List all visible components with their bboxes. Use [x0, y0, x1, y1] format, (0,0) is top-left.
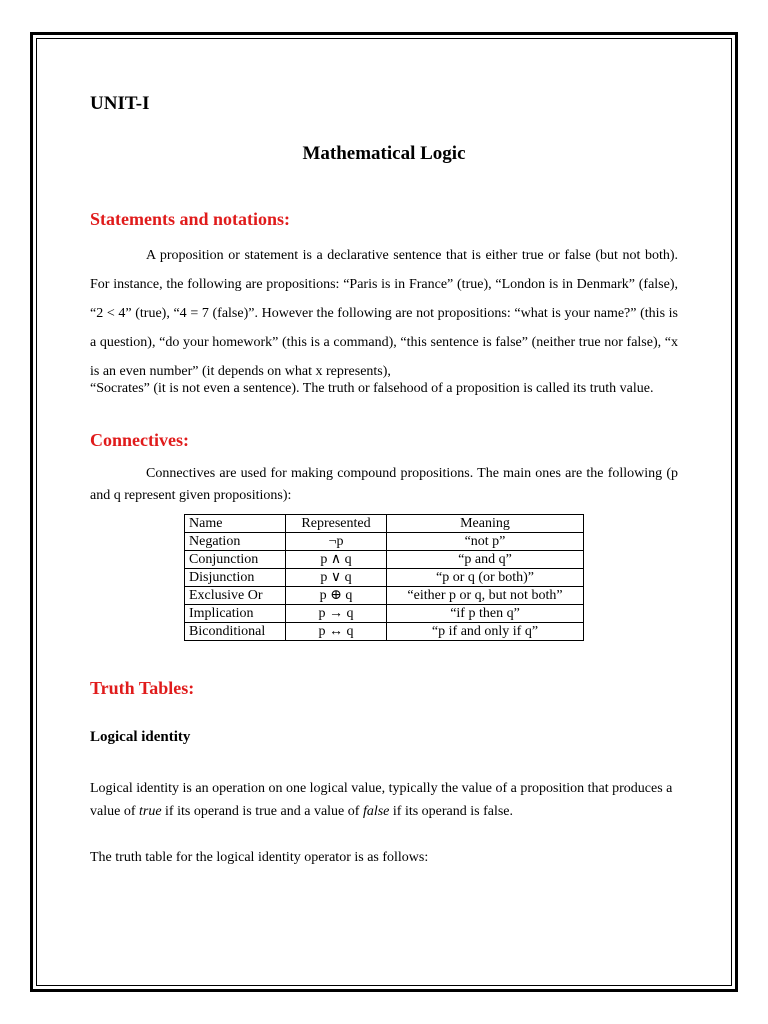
table-cell: Conjunction — [185, 551, 286, 569]
table-cell: ¬p — [286, 533, 387, 551]
statements-paragraph-1-text: A proposition or statement is a declarative sentence that is either true or false (but not both). For instance, the following are propositions: “Paris is in France” (true), “London is in Denmark” (false), “2 < 4” (true), “4 = 7 (false)”. However the following are not propositions: “what is your name?” (this is a question), “do your homework” (this is a command), “this sentence is false” (neither true nor false), “x is an even number” (it depends on what x represents), — [90, 248, 678, 379]
table-cell: “if p then q” — [387, 605, 584, 623]
table-cell: “either p or q, but not both” — [387, 587, 584, 605]
connectives-paragraph — [90, 463, 678, 507]
connectives-table — [184, 514, 584, 641]
table-row — [185, 569, 584, 587]
table-row — [185, 605, 584, 623]
table-cell: “p or q (or both)” — [387, 569, 584, 587]
table-cell: Implication — [185, 605, 286, 623]
truth-table-intro: The truth table for the logical identity operator is as follows: — [90, 850, 429, 865]
page-border-inner — [36, 38, 732, 986]
table-header-cell: Represented — [286, 515, 387, 533]
statements-paragraph-2: “Socrates” (it is not even a sentence). The truth or falsehood of a proposition is called its truth value. — [90, 381, 654, 396]
table-row — [185, 551, 584, 569]
table-row — [185, 587, 584, 605]
table-cell: Biconditional — [185, 623, 286, 641]
table-header-row — [185, 515, 584, 533]
logical-identity-heading: Logical identity — [90, 729, 191, 745]
connectives-heading: Connectives: — [90, 430, 189, 450]
table-header-cell: Name — [185, 515, 286, 533]
table-cell: Exclusive Or — [185, 587, 286, 605]
emphasis-true: true — [138, 804, 162, 819]
unit-label: UNIT-I — [90, 93, 150, 114]
paragraph-text: if its operand is true and a value of — [161, 804, 363, 819]
table-header-cell: Meaning — [387, 515, 584, 533]
table-cell: p ⊕ q — [286, 587, 387, 605]
emphasis-false: false — [362, 804, 390, 819]
table-cell: Disjunction — [185, 569, 286, 587]
table-cell: p ↔ q — [286, 623, 387, 641]
table-cell: “p if and only if q” — [387, 623, 584, 641]
truth-tables-heading: Truth Tables: — [90, 678, 195, 698]
table-cell: “p and q” — [387, 551, 584, 569]
page-title: Mathematical Logic — [302, 143, 466, 164]
connectives-paragraph-text: Connectives are used for making compound propositions. The main ones are the following (p and q represent given propositions): — [90, 466, 678, 503]
table-cell: p ∨ q — [286, 569, 387, 587]
paragraph-text: if its operand is false. — [389, 804, 514, 819]
logical-identity-paragraph — [90, 777, 690, 823]
table-cell: “not p” — [387, 533, 584, 551]
paragraph-text: Logical identity is an operation on one logical value, typically the value of a proposition that produces a value of — [90, 781, 673, 819]
table-cell: p ∧ q — [286, 551, 387, 569]
table-cell: Negation — [185, 533, 286, 551]
table-cell: p → q — [286, 605, 387, 623]
statements-heading: Statements and notations: — [90, 209, 291, 229]
statements-paragraph-1 — [90, 241, 678, 386]
table-row — [185, 533, 584, 551]
table-row — [185, 623, 584, 641]
